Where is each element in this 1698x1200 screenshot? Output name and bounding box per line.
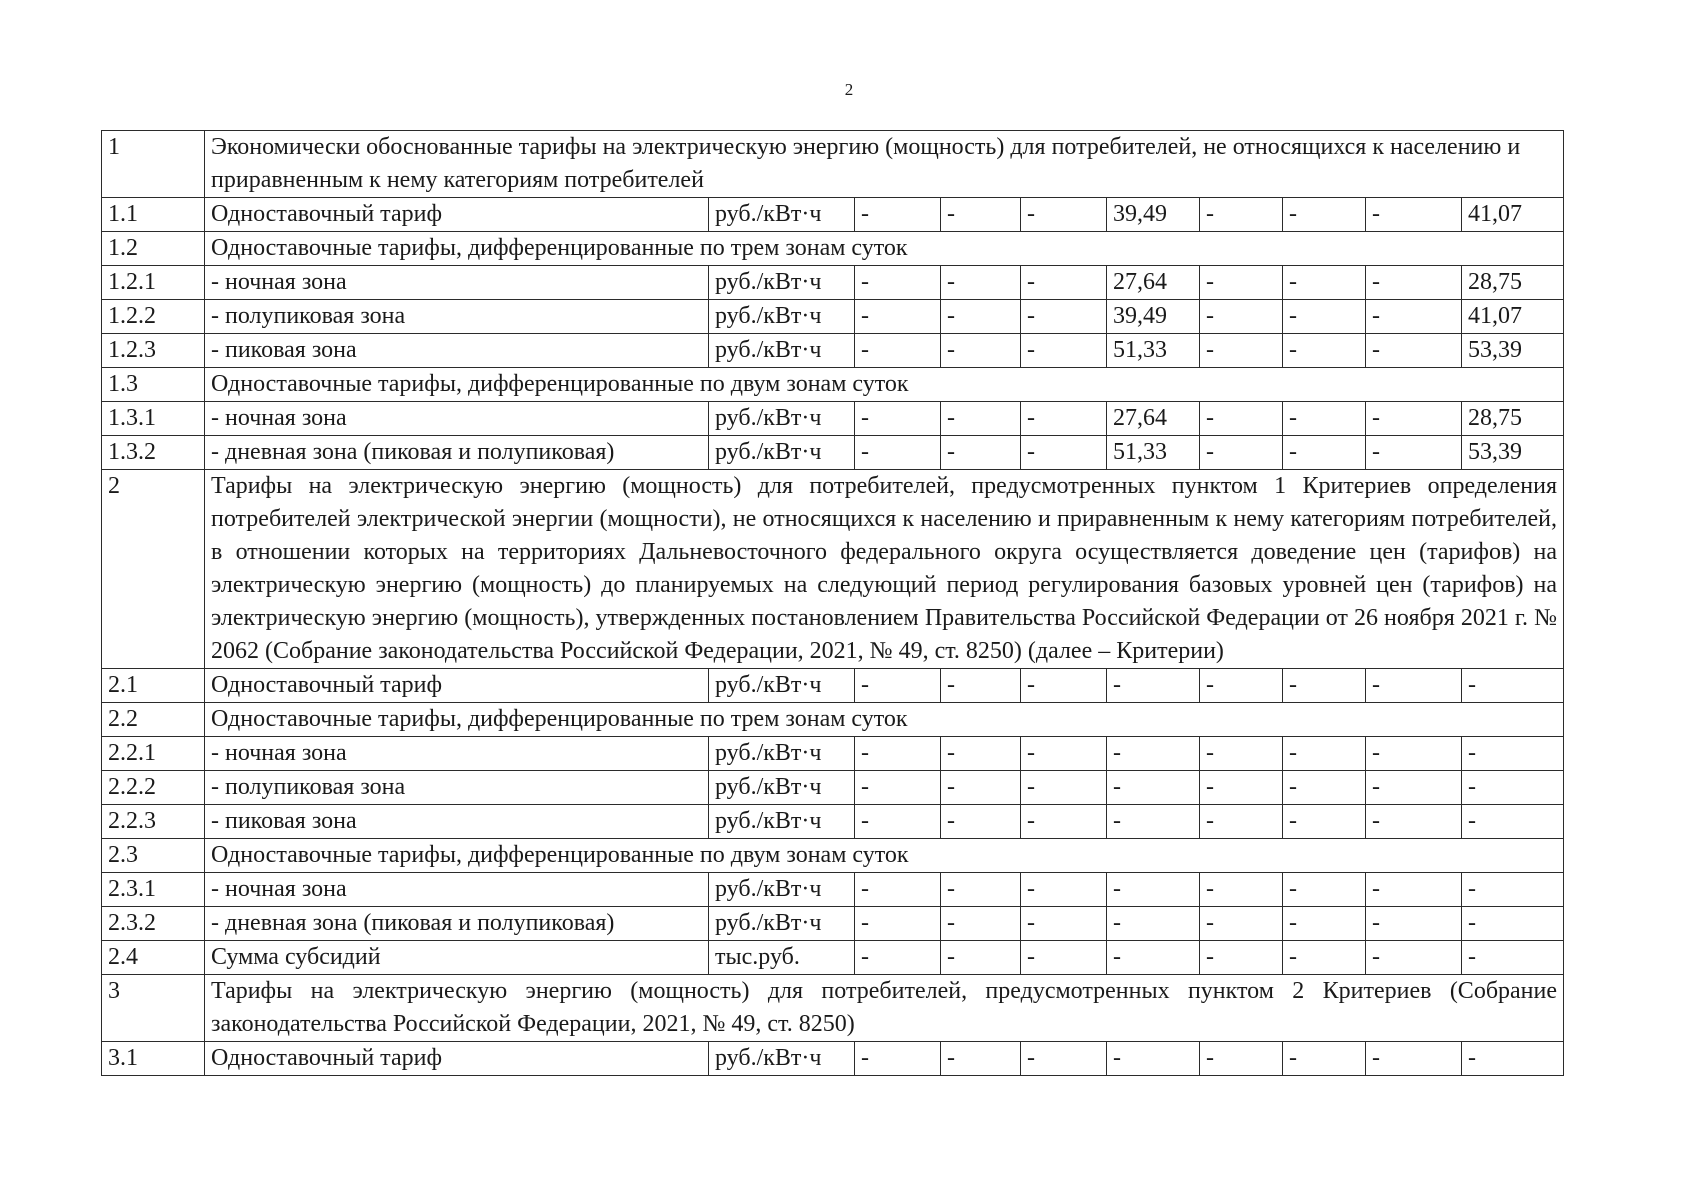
row-code: 2.3.2 [102,907,205,941]
row-unit: руб./кВт·ч [709,805,855,839]
value-cell: - [1107,873,1200,907]
value-cell: - [1200,1042,1283,1076]
value-cell: - [941,805,1021,839]
value-cell: - [1366,737,1462,771]
value-cell: 39,49 [1107,198,1200,232]
value-cell: - [855,334,941,368]
row-unit: руб./кВт·ч [709,771,855,805]
table-row [102,737,1564,771]
tariff-table [101,130,1564,1076]
row-name: Одноставочный тариф [205,669,709,703]
value-cell: - [1200,669,1283,703]
value-cell: - [1462,805,1564,839]
row-unit: руб./кВт·ч [709,737,855,771]
value-cell: 51,33 [1107,334,1200,368]
table-row [102,334,1564,368]
value-cell: - [1021,1042,1107,1076]
value-cell: - [1200,737,1283,771]
value-cell: - [941,669,1021,703]
value-cell: - [1200,436,1283,470]
section-title: Тарифы на электрическую энергию (мощность) для потребителей, предусмотренных пунктом 2 Критериев (Собрание законодательства Российской Федерации, 2021, № 49, ст. 8250) [205,975,1564,1042]
value-cell: - [941,941,1021,975]
value-cell: - [1200,941,1283,975]
row-unit: руб./кВт·ч [709,266,855,300]
value-cell: - [941,266,1021,300]
table-row [102,805,1564,839]
value-cell: - [1283,334,1366,368]
value-cell: - [1200,907,1283,941]
row-unit: руб./кВт·ч [709,669,855,703]
value-cell: - [855,402,941,436]
row-unit: руб./кВт·ч [709,198,855,232]
value-cell: - [1200,334,1283,368]
value-cell: - [1366,198,1462,232]
value-cell: - [1366,1042,1462,1076]
table-row [102,402,1564,436]
row-code: 1.1 [102,198,205,232]
row-name: - пиковая зона [205,334,709,368]
value-cell: - [1366,941,1462,975]
value-cell: - [855,873,941,907]
value-cell: - [855,198,941,232]
table-row [102,1042,1564,1076]
row-unit: руб./кВт·ч [709,1042,855,1076]
value-cell: - [855,737,941,771]
value-cell: 28,75 [1462,266,1564,300]
row-name: - дневная зона (пиковая и полупиковая) [205,436,709,470]
row-code: 2.1 [102,669,205,703]
value-cell: - [1366,266,1462,300]
row-code: 1.2 [102,232,205,266]
row-code: 1.2.2 [102,300,205,334]
value-cell: - [1200,266,1283,300]
value-cell: - [1107,941,1200,975]
value-cell: - [1366,805,1462,839]
value-cell: - [1021,436,1107,470]
row-name: - ночная зона [205,873,709,907]
value-cell: - [1462,1042,1564,1076]
row-unit: тыс.руб. [709,941,855,975]
section-row [102,131,1564,198]
value-cell: 41,07 [1462,300,1564,334]
row-code: 1.3.1 [102,402,205,436]
section-row [102,470,1564,669]
value-cell: - [1107,771,1200,805]
section-title: Тарифы на электрическую энергию (мощность) для потребителей, предусмотренных пунктом 1 Критериев определения потребителей электрической энергии (мощности), не относящихся к населению и приравненным к нему категориям потребителей, в отношении которых на территориях Дальневосточного федерального округа осуществляется доведение цен (тарифов) на электрическую энергию (мощность) до планируемых на следующий период регулирования базовых уровней цен (тарифов) на электрическую энергию (мощность), утвержденных постановлением Правительства Российской Федерации от 26 ноября 2021 г. № 2062 (Собрание законодательства Российской Федерации, 2021, № 49, ст. 8250) (далее – Критерии) [205,470,1564,669]
value-cell: - [1283,669,1366,703]
table-row [102,907,1564,941]
row-name: - ночная зона [205,266,709,300]
value-cell: - [1283,402,1366,436]
value-cell: - [1283,771,1366,805]
value-cell: - [1283,266,1366,300]
row-name: Сумма субсидий [205,941,709,975]
value-cell: - [1283,907,1366,941]
row-code: 3 [102,975,205,1042]
value-cell: - [1021,737,1107,771]
row-unit: руб./кВт·ч [709,436,855,470]
value-cell: - [1021,198,1107,232]
value-cell: - [855,1042,941,1076]
row-code: 3.1 [102,1042,205,1076]
value-cell: - [855,805,941,839]
value-cell: - [855,266,941,300]
section-title: Одноставочные тарифы, дифференцированные по двум зонам суток [205,839,1564,873]
value-cell: 27,64 [1107,402,1200,436]
value-cell: - [855,300,941,334]
value-cell: - [1021,300,1107,334]
value-cell: - [941,300,1021,334]
row-name: Одноставочный тариф [205,1042,709,1076]
value-cell: - [1462,873,1564,907]
value-cell: - [855,941,941,975]
section-title: Одноставочные тарифы, дифференцированные по трем зонам суток [205,703,1564,737]
value-cell: - [1462,771,1564,805]
table-row [102,873,1564,907]
row-code: 1.3.2 [102,436,205,470]
value-cell: - [1283,1042,1366,1076]
table-row [102,436,1564,470]
value-cell: - [855,669,941,703]
row-name: Одноставочный тариф [205,198,709,232]
row-name: - полупиковая зона [205,300,709,334]
section-title: Экономически обоснованные тарифы на электрическую энергию (мощность) для потребителей, не относящихся к населению и приравненным к нему категориям потребителей [205,131,1564,198]
row-code: 1 [102,131,205,198]
value-cell: - [1107,805,1200,839]
value-cell: - [1021,941,1107,975]
row-unit: руб./кВт·ч [709,300,855,334]
section-title: Одноставочные тарифы, дифференцированные по двум зонам суток [205,368,1564,402]
value-cell: - [1021,771,1107,805]
value-cell: - [1366,669,1462,703]
value-cell: - [855,907,941,941]
value-cell: - [941,771,1021,805]
section-title: Одноставочные тарифы, дифференцированные по трем зонам суток [205,232,1564,266]
value-cell: - [1283,198,1366,232]
value-cell: - [941,737,1021,771]
row-code: 2.2 [102,703,205,737]
table-row [102,941,1564,975]
tariff-table-body [102,131,1564,1076]
row-code: 2.4 [102,941,205,975]
value-cell: - [1021,402,1107,436]
value-cell: - [1200,402,1283,436]
table-row [102,771,1564,805]
row-code: 1.3 [102,368,205,402]
value-cell: - [941,907,1021,941]
value-cell: - [1021,334,1107,368]
value-cell: - [941,436,1021,470]
value-cell: 41,07 [1462,198,1564,232]
value-cell: 28,75 [1462,402,1564,436]
table-row [102,669,1564,703]
table-row [102,266,1564,300]
table-row [102,198,1564,232]
value-cell: - [1021,873,1107,907]
page-number: 2 [844,80,854,99]
value-cell: 39,49 [1107,300,1200,334]
value-cell: - [1200,771,1283,805]
value-cell: - [1283,873,1366,907]
row-code: 1.2.3 [102,334,205,368]
value-cell: - [1283,737,1366,771]
value-cell: - [1366,436,1462,470]
value-cell: - [1021,805,1107,839]
row-unit: руб./кВт·ч [709,402,855,436]
value-cell: - [1107,907,1200,941]
row-name: - ночная зона [205,402,709,436]
value-cell: - [1200,805,1283,839]
value-cell: - [1283,805,1366,839]
value-cell: 51,33 [1107,436,1200,470]
section-row [102,232,1564,266]
section-row [102,368,1564,402]
value-cell: - [1366,402,1462,436]
row-name: - пиковая зона [205,805,709,839]
value-cell: 27,64 [1107,266,1200,300]
value-cell: - [1366,300,1462,334]
value-cell: - [1200,873,1283,907]
value-cell: - [1021,907,1107,941]
row-name: - дневная зона (пиковая и полупиковая) [205,907,709,941]
value-cell: - [1107,737,1200,771]
row-code: 2 [102,470,205,669]
value-cell: - [1283,941,1366,975]
value-cell: - [1283,300,1366,334]
value-cell: - [941,334,1021,368]
value-cell: - [1107,1042,1200,1076]
row-code: 2.2.1 [102,737,205,771]
value-cell: - [855,436,941,470]
row-code: 2.2.2 [102,771,205,805]
value-cell: - [855,771,941,805]
row-code: 1.2.1 [102,266,205,300]
value-cell: - [941,873,1021,907]
value-cell: 53,39 [1462,436,1564,470]
row-name: - ночная зона [205,737,709,771]
value-cell: - [1200,300,1283,334]
row-code: 2.3.1 [102,873,205,907]
row-unit: руб./кВт·ч [709,907,855,941]
value-cell: - [1366,873,1462,907]
value-cell: - [1366,334,1462,368]
section-row [102,839,1564,873]
row-code: 2.3 [102,839,205,873]
row-code: 2.2.3 [102,805,205,839]
value-cell: - [1283,436,1366,470]
value-cell: 53,39 [1462,334,1564,368]
value-cell: - [1021,669,1107,703]
row-unit: руб./кВт·ч [709,873,855,907]
value-cell: - [1107,669,1200,703]
section-row [102,703,1564,737]
value-cell: - [941,1042,1021,1076]
value-cell: - [1021,266,1107,300]
row-name: - полупиковая зона [205,771,709,805]
value-cell: - [1366,907,1462,941]
value-cell: - [941,198,1021,232]
value-cell: - [1462,907,1564,941]
value-cell: - [941,402,1021,436]
value-cell: - [1462,737,1564,771]
row-unit: руб./кВт·ч [709,334,855,368]
value-cell: - [1462,941,1564,975]
value-cell: - [1366,771,1462,805]
value-cell: - [1200,198,1283,232]
table-row [102,300,1564,334]
section-row [102,975,1564,1042]
value-cell: - [1462,669,1564,703]
